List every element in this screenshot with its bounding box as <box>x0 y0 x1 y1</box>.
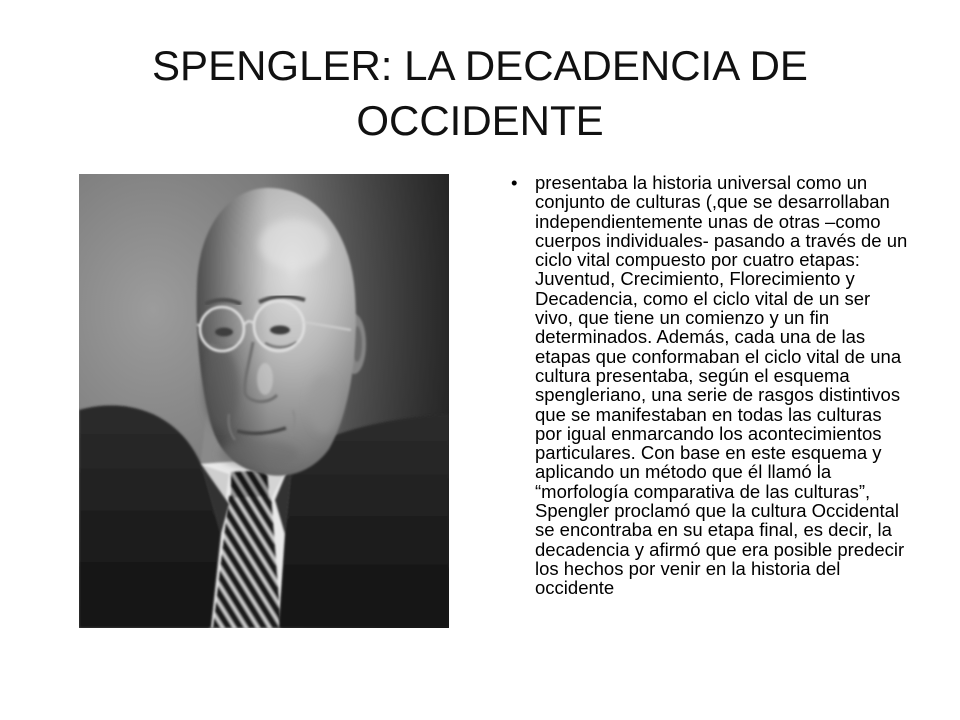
body-line: decadencia y afirmó que era posible predecir <box>535 538 905 560</box>
body-line: conjunto de culturas (,que se desarrollaban <box>535 191 890 213</box>
body-line: se encontraba en su etapa final, es decir, la <box>535 519 892 541</box>
body-line: Decadencia, como el ciclo vital de un ser <box>535 287 871 309</box>
bullet-marker: • <box>511 172 518 193</box>
body-line: cultura presentaba, según el esquema <box>535 364 850 386</box>
body-line: los hechos por venir en la historia del <box>535 557 841 579</box>
body-line: por igual enmarcando los acontecimientos <box>535 422 882 444</box>
body-line: vivo, que tiene un comienzo y un fin <box>535 307 830 329</box>
body-line: etapas que conformaban el ciclo vital de una <box>535 345 902 367</box>
body-line: Juventud, Crecimiento, Florecimiento y <box>535 268 855 290</box>
portrait-photo <box>79 174 449 628</box>
slide-title <box>0 38 960 148</box>
body-line: Spengler proclamó que la cultura Occidental <box>535 500 900 522</box>
body-line: presentaba la historia universal como un <box>535 172 868 193</box>
body-line: particulares. Con base en este esquema y <box>535 442 882 464</box>
body-line: que se manifestaban en todas las culturas <box>535 403 882 425</box>
body-line: spengleriano, una serie de rasgos distintivos <box>535 384 901 406</box>
body-line: occidente <box>535 577 615 599</box>
portrait-photo-icon <box>79 174 449 628</box>
body-line: cuerpos individuales- pasando a través de un <box>535 229 908 251</box>
body-line: aplicando un método que él llamó la <box>535 461 832 483</box>
bullet-text <box>535 173 935 598</box>
body-line: ciclo vital compuesto por cuatro etapas: <box>535 249 860 271</box>
slide-title-line-2: OCCIDENTE <box>356 97 604 144</box>
slide-title-line-1: SPENGLER: LA DECADENCIA DE <box>152 42 808 89</box>
body-line: “morfología comparativa de las culturas”, <box>535 480 871 502</box>
body-line: independientemente unas de otras –como <box>535 210 881 232</box>
body-line: determinados. Además, cada una de las <box>535 326 866 348</box>
